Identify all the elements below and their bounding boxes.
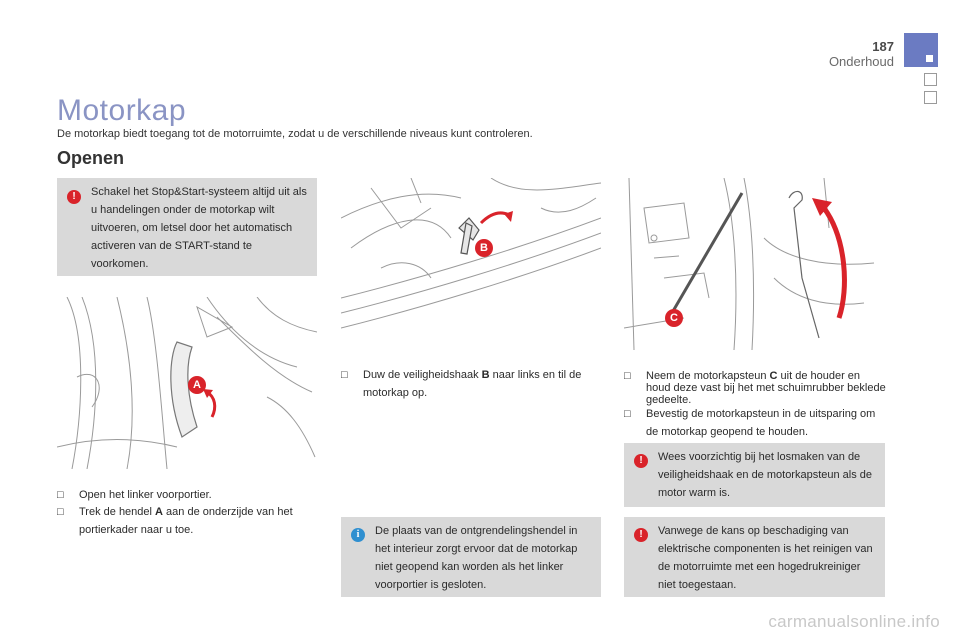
warning-text: Vanwege de kans op beschadiging van elektrische componenten is het reinigen van de motorruimte met een hogedrukreiniger niet toegestaan.: [658, 525, 873, 591]
label-c: C: [670, 312, 678, 324]
warning-icon: !: [634, 454, 648, 468]
info-text: De plaats van de ontgrendelingshendel in het interieur zorgt ervoor dat de motorkap niet geopend kan worden als het linker voorportier is gesloten.: [375, 525, 578, 591]
bullet-icon: □: [57, 506, 64, 518]
warning-text: Schakel het Stop&Start-systeem altijd uit als u handelingen onder de motorkap wilt uitvoeren, om letsel door het automatisch activeren van de START-stand te voorkomen.: [91, 186, 307, 270]
bullet-icon: □: [624, 370, 631, 382]
tab-dot: [926, 55, 933, 62]
illustration-safety-catch: [341, 178, 601, 350]
section-tab-active: [904, 33, 938, 67]
label-a: A: [193, 379, 201, 391]
page-number: 187: [872, 39, 894, 54]
section-tab-empty: [924, 91, 937, 104]
illustration-bonnet-stay: [624, 178, 884, 350]
section-tab-empty: [924, 73, 937, 86]
illustration-door-lever: [57, 297, 317, 469]
warning-box-high-pressure: [624, 517, 885, 597]
info-box-release-lever: [341, 517, 601, 597]
warning-box-hot-engine: [624, 443, 885, 507]
step-take-stay: □ Neem de motorkapsteun C uit de houder en houd deze vast bij het met schuimrubber beklede gedeelte.: [624, 370, 886, 406]
bullet-icon: □: [57, 489, 64, 501]
warning-icon: !: [634, 528, 648, 542]
info-icon: i: [351, 528, 365, 542]
warning-box-stopstart: [57, 178, 317, 276]
warning-icon: !: [67, 190, 81, 204]
page-title: Motorkap: [57, 94, 187, 127]
page-subtitle: De motorkap biedt toegang tot de motorruimte, zodat u de verschillende niveaus kunt controleren.: [57, 128, 533, 140]
step-pull-lever: □ Trek de hendel A aan de onderzijde van het portierkader naar u toe.: [57, 503, 317, 539]
step-secure-stay: □ Bevestig de motorkapsteun in de uitsparing om de motorkap geopend te houden.: [624, 405, 886, 441]
watermark: carmanualsonline.info: [768, 612, 940, 631]
bullet-icon: □: [341, 369, 348, 381]
bullet-icon: □: [624, 408, 631, 420]
warning-text: Wees voorzichtig bij het losmaken van de veiligheidshaak en de motorkapsteun als de motor warm is.: [658, 451, 873, 499]
section-heading: Openen: [57, 148, 125, 168]
section-name: Onderhoud: [828, 54, 894, 69]
label-b: B: [480, 242, 488, 254]
step-open-door: □ Open het linker voorportier.: [57, 486, 317, 504]
step-push-catch: □ Duw de veiligheidshaak B naar links en til de motorkap op.: [341, 366, 597, 402]
